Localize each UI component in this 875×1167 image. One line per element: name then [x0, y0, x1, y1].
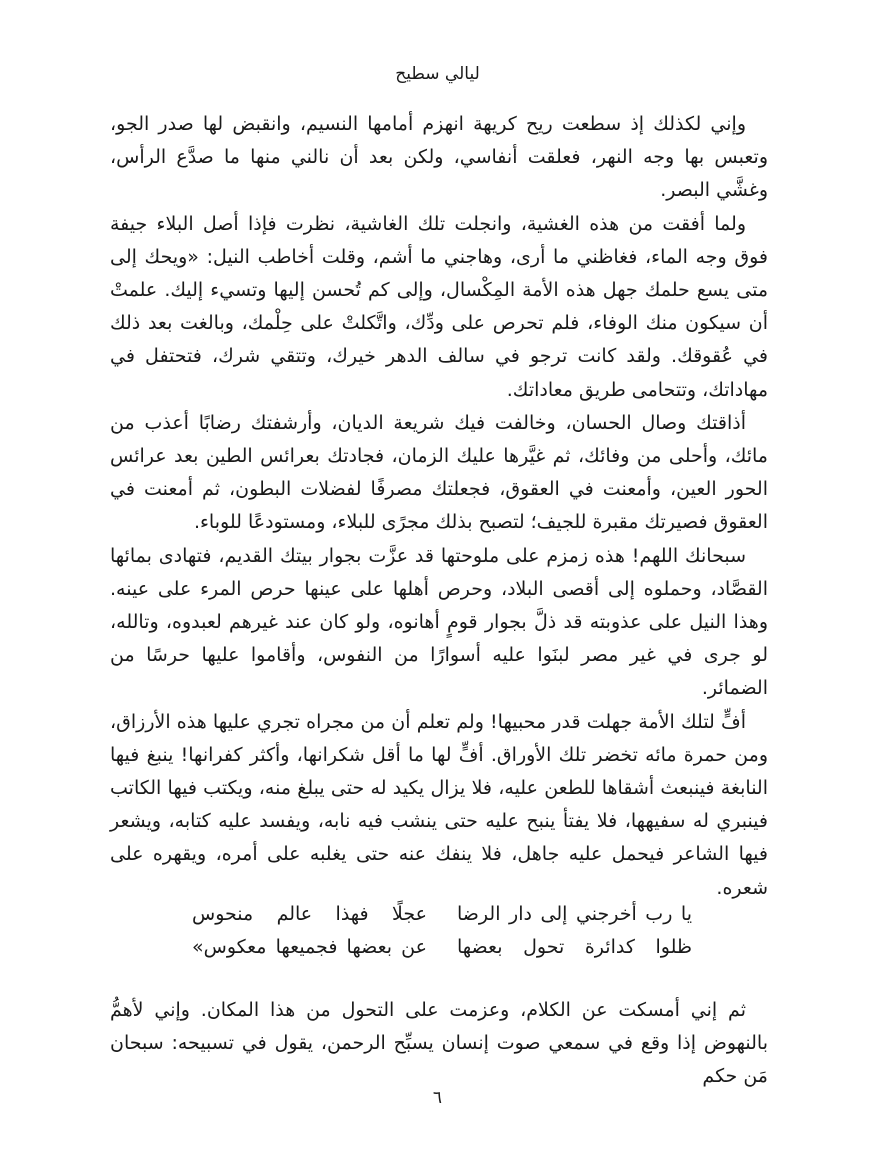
- verse-second-hemistich: عن بعضها فجميعها معكوس»: [192, 936, 427, 958]
- paragraph: وإني لكذلك إذ سطعت ريح كريهة انهزم أمامها النسيم، وانقبض لها صدر الجو، وتعبس بها وجه النهر، فعلقت أنفاسي، ولكن بعد أن نالني منها ما صدَّع الرأس، وغشَّي البصر.: [110, 113, 768, 202]
- page-number: ٦: [432, 1088, 443, 1108]
- verse-first-hemistich: ظلوا كدائرة تحول بعضها: [457, 936, 692, 958]
- poem-verse: [192, 898, 692, 931]
- body-text: [110, 108, 768, 905]
- running-header: ليالي سطيح: [395, 64, 480, 84]
- closing-text: [110, 994, 768, 1094]
- verse-second-hemistich: عجلًا فهذا عالم منحوس: [192, 903, 427, 925]
- paragraph: ثم إني أمسكت عن الكلام، وعزمت على التحول من هذا المكان. وإني لأهمُّ بالنهوض إذا وقع في سمعي صوت إنسان يسبِّح الرحمن، يقول في تسبيحه: سبحان مَن حكم: [110, 999, 768, 1088]
- poem: [192, 898, 692, 964]
- verse-first-hemistich: يا رب أخرجني إلى دار الرضا: [457, 903, 692, 925]
- paragraph: سبحانك اللهم! هذه زمزم على ملوحتها قد عزَّت بجوار بيتك القديم، فتهادى بمائها القصَّاد، وحملوه إلى أقصى البلاد، وحرص أهلها على عينها حرص المرء على عينه. وهذا النيل على عذوبته قد ذلَّ بجوار قومٍ أهانوه، ولو كان عند غيرهم لعبدوه، وتالله، لو جرى في غير مصر لبنَوا عليه أسوارًا من النفوس، وأقاموا عليها حرسًا من الضمائر.: [110, 544, 768, 700]
- poem-verse: [192, 931, 692, 964]
- paragraph: ولما أفقت من هذه الغشية، وانجلت تلك الغاشية، نظرت فإذا أصل البلاء جيفة فوق وجه الماء، فغاظني ما أرى، وهاجني ما أشم، وقلت أخاطب النيل: «ويحك إلى متى يسع حلمك جهل هذه الأمة المِكْسال، وإلى كم تُحسن إليها وتسيء إليك. علمتْ أن سيكون منك الوفاء، فلم تحرص على ودِّك، واتَّكلتْ على حِلْمك، وبالغت بعد ذلك في عُقوقك. ولقد كانت ترجو في سالف الدهر خيرك، وتتقي شرك، فتحتفل في مهاداتك، وتتحامى طريق معاداتك.: [110, 212, 768, 401]
- paragraph: أفٍّ لتلك الأمة جهلت قدر محبيها! ولم تعلم أن من مجراه تجري عليها هذه الأرزاق، ومن حمرة مائه تخضر تلك الأوراق. أفٍّ لها ما أقل شكرانها، وأكثر كفرانها! ينبغ فيها النابغة فينبعث أشقاها للطعن عليه، فلا يزال يكيد له حتى يبلغ منه، ويكتب فيها الكاتب فينبري له سفيهها، فلا يفتأ ينبح عليه حتى ينشب فيه نابه، ويفسد عليه كتابه، ويشعر فيها الشاعر فيحمل عليه جاهل، فلا ينفك عنه حتى يغلبه على أمره، ويقهره على شعره.: [110, 710, 768, 899]
- paragraph: أذاقتك وصال الحسان، وخالفت فيك شريعة الديان، وأرشفتك رضابًا أعذب من مائك، وأحلى من وفائك، ثم غيَّرها عليك الزمان، فجادتك بعرائس الطين بعد عرائس الحور العين، وأمعنت في العقوق، فجعلتك مصرفًا لفضلات البطون، ثم أمعنت في العقوق فصيرتك مقبرة للجيف؛ لتصبح بذلك مجرًى للبلاء، ومستودعًا للوباء.: [110, 411, 768, 534]
